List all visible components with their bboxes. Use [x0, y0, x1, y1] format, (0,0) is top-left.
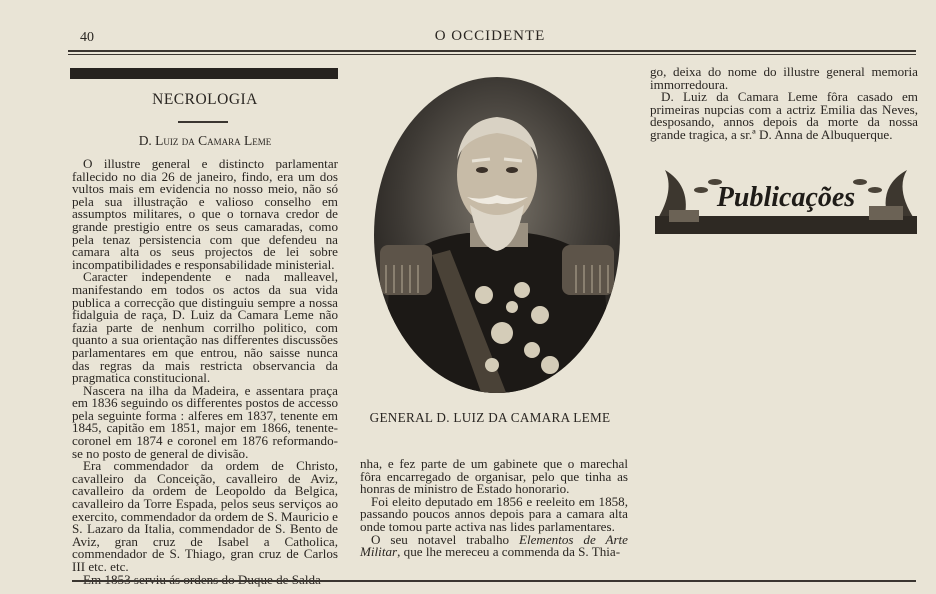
section-title: NECROLOGIA: [152, 91, 258, 108]
title-underline: [178, 121, 228, 123]
paragraph: Foi eleito deputado em 1856 e reeleito em 1858, passando poucos annos depois para a camara alta onde tomou parte activa nas lides parlamentares.: [360, 493, 628, 534]
left-column: [72, 158, 338, 586]
paragraph: nha, e fez parte de um gabinete que o marechal fôra encarregado de organisar, pelo que tinha as honras de ministro de Estado honorario.: [360, 456, 628, 497]
footer-rule: [72, 580, 916, 582]
text-run: O seu notavel trabalho: [371, 531, 519, 547]
publications-title: Publicações: [716, 182, 856, 213]
book-title: Elementos de Arte Militar: [360, 531, 628, 560]
portrait-caption: GENERAL D. LUIZ DA CAMARA LEME: [369, 410, 611, 425]
header-rule-bottom: [68, 54, 916, 55]
header-rule-top: [68, 50, 916, 52]
right-column: [650, 66, 918, 142]
paragraph: Nascera na ilha da Madeira, e assentara praça em 1836 seguindo os differentes postos de accesso pela seguinte forma : alferes em 1837, tenente em 1845, capitão em 1851, major em 1866, tenente-coronel em 1874 e coronel em 1876 reformando-se no posto de general de divisão.: [72, 382, 338, 461]
middle-column: [360, 458, 628, 559]
paragraph: Era commendador da ordem de Christo, cavalleiro da Conceição, cavalleiro de Aviz, cavalleiro da ordem de Leopoldo da Belgica, cavalleiro da Torre Espada, pelos seus serviços ao exercito, commendador da ordem de S. Mauricio e S. Lazaro da Italia, commendador de S. Bento de Aviz, gran cruz de Isabel a Catholica, commendador de S. Thiago, gran cruz de Carlos III etc. etc.: [72, 458, 338, 574]
text-run: , que lhe mereceu a commenda da S. Thia-: [397, 544, 621, 560]
section-bar: [70, 68, 338, 79]
running-header: [60, 28, 920, 48]
paragraph: [360, 531, 628, 560]
paragraph: go, deixa do nome do illustre general memoria immorredoura.: [650, 64, 918, 92]
publications-banner: [655, 160, 917, 238]
general-portrait: [372, 75, 622, 395]
page-number: 40: [80, 30, 94, 45]
paragraph: O illustre general e distincto parlamentar fallecido no dia 26 de janeiro, findo, era um dos vultos mais em evidencia no nosso meio, não só pela sua illustração e valioso conselho em assumptos militares, o que o tornava credor de grande prestigio entre os seus camaradas, como pela tenaz persistencia com que defendeu na camara alta os seus projectos de lei sobre incompatibilidades e responsabilidade ministerial.: [72, 156, 338, 272]
paragraph: D. Luiz da Camara Leme fôra casado em primeiras nupcias com a actriz Emilia das Neves, desposando, annos depois da morte da nossa grande tragica, a sr.ª D. Anna de Albuquerque.: [650, 89, 918, 142]
paragraph: Caracter independente e nada malleavel, manifestando em todos os actos da sua vida publica a correcção que distinguiu sempre a nossa fidalguia de raça, D. Luiz da Camara Leme não fazia parte de nenhum corrilho politico, com quanto a sua orientação nas differentes discussões parlamentares em que entrou, não saisse nunca das regras da mais restricta observancia da pragmatica constitucional.: [72, 269, 338, 386]
subject-heading: D. Luiz da Camara Leme: [138, 133, 272, 148]
journal-title: O OCCIDENTE: [434, 28, 546, 44]
